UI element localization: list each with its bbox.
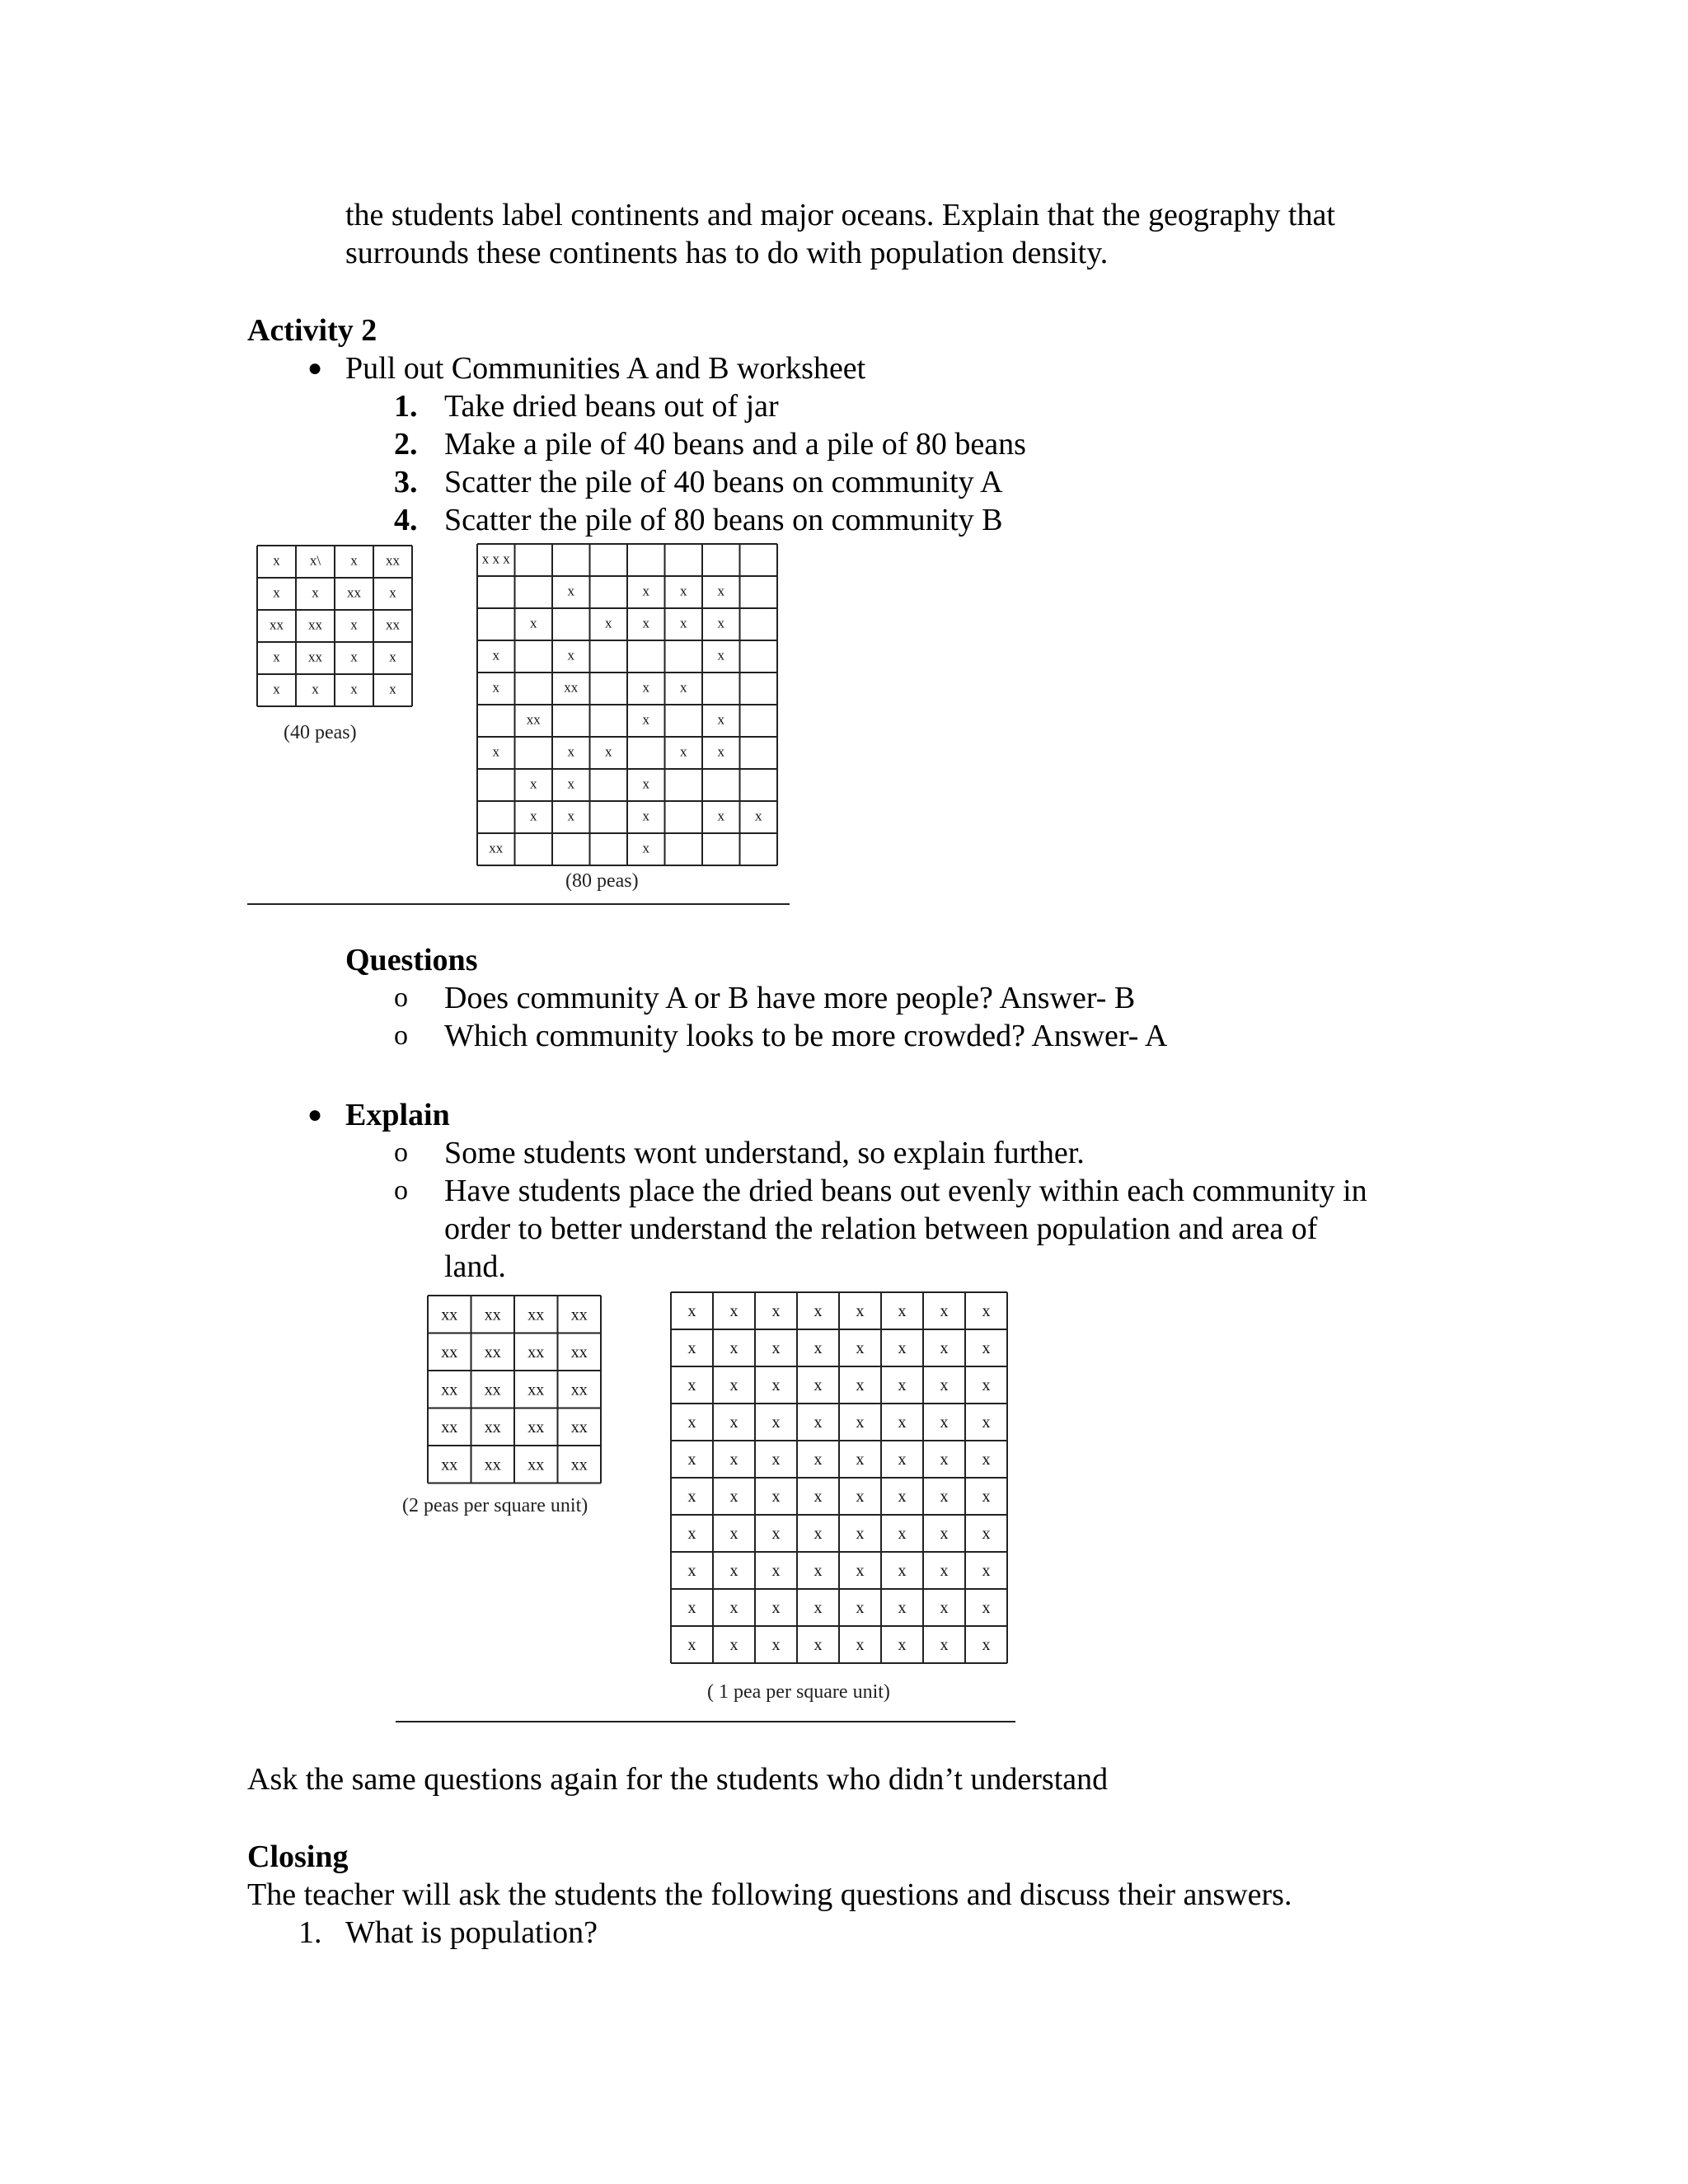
bean-mark: xx: [526, 711, 541, 728]
bean-mark: x: [856, 1451, 865, 1469]
bean-pair-mark: xx: [484, 1305, 501, 1324]
bean-mark: x: [729, 1525, 738, 1544]
bean-pair-mark: xx: [570, 1418, 588, 1436]
bean-mark: x: [642, 711, 649, 728]
step-number: 1.: [394, 389, 418, 424]
closing-intro: The teacher will ask the students the following questions and discuss their answers.: [247, 1877, 1292, 1912]
bean-mark: x: [982, 1525, 991, 1544]
bean-mark: x: [605, 743, 612, 760]
bean-mark: x: [680, 743, 687, 760]
step-text: Make a pile of 40 beans and a pile of 80 beans: [444, 427, 1026, 462]
bean-mark: x: [717, 743, 724, 760]
bean-pair-mark: xx: [528, 1380, 545, 1399]
bean-mark: x: [940, 1451, 949, 1469]
bean-mark: x: [642, 583, 649, 599]
bean-mark: x: [680, 583, 687, 599]
questions-heading: Questions: [345, 943, 478, 977]
bean-mark: xx: [386, 552, 400, 569]
bean-pair-mark: xx: [570, 1455, 588, 1474]
bean-mark: x: [312, 584, 319, 601]
bean-mark: x: [350, 681, 358, 697]
closing-heading: Closing: [247, 1840, 349, 1874]
bean-mark: x: [687, 1376, 696, 1395]
bean-mark: x: [771, 1525, 781, 1544]
bean-mark: x: [814, 1302, 823, 1321]
bean-mark: x: [982, 1302, 991, 1321]
bean-mark: x: [940, 1562, 949, 1581]
bean-mark: x: [814, 1451, 823, 1469]
bean-mark: x: [567, 583, 574, 599]
bean-mark: x: [856, 1562, 865, 1581]
bean-mark: x: [898, 1525, 907, 1544]
bean-pair-mark: xx: [441, 1380, 458, 1399]
bean-mark: x: [729, 1488, 738, 1507]
bean-mark: x: [729, 1376, 738, 1395]
bean-pair-mark: xx: [484, 1418, 501, 1436]
bean-mark: x: [771, 1599, 781, 1618]
bean-pair-mark: xx: [441, 1343, 458, 1361]
bean-mark: x: [389, 649, 396, 665]
bean-mark: x: [898, 1413, 907, 1432]
bean-mark: x: [273, 681, 280, 697]
bean-pair-mark: xx: [441, 1455, 458, 1474]
bean-mark: x: [729, 1599, 738, 1618]
bean-mark: xx: [270, 616, 284, 633]
bean-pair-mark: xx: [570, 1380, 588, 1399]
bean-mark: x: [567, 647, 574, 663]
bean-mark: x: [771, 1562, 781, 1581]
bean-mark: x: [982, 1636, 991, 1655]
community-b-scatter-grid: [477, 544, 781, 867]
bean-mark: x: [940, 1599, 949, 1618]
bean-mark: x: [940, 1525, 949, 1544]
bean-mark: x: [814, 1413, 823, 1432]
community-a-scatter-grid: [257, 546, 415, 709]
bean-mark: x: [567, 808, 574, 824]
divider-line: [396, 1721, 1015, 1722]
bean-mark: x: [642, 679, 649, 696]
bean-mark: x: [771, 1339, 781, 1358]
circle-bullet-icon: o: [394, 1175, 408, 1206]
bean-mark: x: [350, 649, 358, 665]
bean-mark: x: [687, 1562, 696, 1581]
bean-mark: x: [312, 681, 319, 697]
explain-item-continued: land.: [444, 1249, 506, 1284]
bean-mark: x: [273, 584, 280, 601]
bean-mark: x: [530, 615, 537, 631]
bean-mark: x: [567, 776, 574, 792]
bean-mark: x: [492, 679, 499, 696]
closing-item-text: What is population?: [345, 1915, 598, 1950]
bean-mark: x: [717, 615, 724, 631]
intro-line-2: surrounds these continents has to do with population density.: [345, 236, 1109, 270]
bean-mark: x: [642, 840, 649, 856]
bean-mark: x: [814, 1376, 823, 1395]
bean-mark: x: [856, 1488, 865, 1507]
bean-mark: x: [982, 1413, 991, 1432]
bean-mark: x: [814, 1599, 823, 1618]
explain-item: Have students place the dried beans out evenly within each community in: [444, 1174, 1367, 1208]
bean-mark: x: [771, 1302, 781, 1321]
bean-mark: x: [856, 1636, 865, 1655]
bean-mark: x: [814, 1339, 823, 1358]
bean-mark: x: [982, 1562, 991, 1581]
bean-mark: x: [982, 1451, 991, 1469]
ask-again-text: Ask the same questions again for the students who didn’t understand: [247, 1762, 1109, 1797]
bean-mark: x: [771, 1636, 781, 1655]
bean-mark: x: [771, 1413, 781, 1432]
bean-mark: x: [856, 1339, 865, 1358]
bean-mark: x: [687, 1488, 696, 1507]
bean-pair-mark: xx: [528, 1418, 545, 1436]
bean-mark: x: [642, 615, 649, 631]
bean-mark: x: [530, 808, 537, 824]
bean-mark: x: [605, 615, 612, 631]
explain-item-continued: order to better understand the relation between population and area of: [444, 1212, 1318, 1246]
bean-mark: x: [717, 583, 724, 599]
bean-mark: x: [898, 1488, 907, 1507]
bullet-icon: ●: [307, 354, 323, 382]
bean-pair-mark: xx: [570, 1343, 588, 1361]
bean-pair-mark: xx: [441, 1305, 458, 1324]
bean-mark: xx: [489, 840, 504, 856]
bean-mark: x: [771, 1488, 781, 1507]
bean-mark: x: [755, 808, 762, 824]
bean-mark: x: [856, 1413, 865, 1432]
bean-mark: x\: [309, 552, 321, 569]
step-text: Take dried beans out of jar: [444, 389, 779, 424]
community-b-even-grid: [671, 1292, 1009, 1665]
step-number: 4.: [394, 503, 418, 537]
bean-mark: x: [814, 1525, 823, 1544]
bean-mark: x: [530, 776, 537, 792]
bean-mark: x: [680, 679, 687, 696]
bean-mark: x: [898, 1599, 907, 1618]
community-a-even-caption: (2 peas per square unit): [402, 1495, 588, 1516]
bean-mark: xx: [564, 679, 579, 696]
bean-mark: x: [814, 1562, 823, 1581]
bean-mark: x: [350, 616, 358, 633]
circle-bullet-icon: o: [394, 982, 408, 1013]
bean-mark: x: [940, 1339, 949, 1358]
community-a-caption: (40 peas): [284, 722, 357, 743]
bean-mark: x: [687, 1636, 696, 1655]
bean-mark: x: [856, 1376, 865, 1395]
bean-mark: x: [856, 1302, 865, 1321]
bean-mark: x: [687, 1413, 696, 1432]
explain-heading: Explain: [345, 1098, 450, 1132]
bean-mark: x: [898, 1562, 907, 1581]
community-b-caption: (80 peas): [565, 870, 639, 892]
community-b-even-caption: ( 1 pea per square unit): [707, 1681, 890, 1703]
bean-mark: x: [940, 1636, 949, 1655]
bean-mark: x: [940, 1302, 949, 1321]
bean-mark: xx: [386, 616, 400, 633]
circle-bullet-icon: o: [394, 1020, 408, 1051]
bean-mark: x: [898, 1451, 907, 1469]
bean-mark: x: [687, 1451, 696, 1469]
bean-mark: x: [982, 1339, 991, 1358]
explain-item: Some students wont understand, so explain further.: [444, 1136, 1085, 1170]
step-text: Scatter the pile of 80 beans on community B: [444, 503, 1003, 537]
bean-mark: x: [642, 776, 649, 792]
step-number: 3.: [394, 465, 418, 499]
bean-mark: x: [717, 647, 724, 663]
bean-mark: x: [729, 1636, 738, 1655]
bean-mark: xx: [347, 584, 361, 601]
step-text: Scatter the pile of 40 beans on community A: [444, 465, 1003, 499]
bean-mark: x: [940, 1488, 949, 1507]
bean-mark: x: [350, 552, 358, 569]
bean-mark: x: [687, 1525, 696, 1544]
activity2-heading: Activity 2: [247, 313, 377, 348]
bean-pair-mark: xx: [570, 1305, 588, 1324]
bean-mark: x: [814, 1488, 823, 1507]
bean-mark: x: [273, 649, 280, 665]
bean-mark: x: [982, 1488, 991, 1507]
bean-mark: x x x: [481, 551, 510, 567]
bean-mark: x: [492, 647, 499, 663]
bean-pair-mark: xx: [484, 1380, 501, 1399]
activity2-bullet: Pull out Communities A and B worksheet: [345, 351, 866, 386]
bean-mark: x: [642, 808, 649, 824]
bean-mark: x: [940, 1413, 949, 1432]
bean-mark: x: [687, 1599, 696, 1618]
bean-mark: x: [982, 1599, 991, 1618]
bean-mark: x: [898, 1302, 907, 1321]
bean-mark: x: [273, 552, 280, 569]
bean-mark: x: [680, 615, 687, 631]
bean-mark: x: [729, 1339, 738, 1358]
bean-mark: x: [898, 1339, 907, 1358]
bean-mark: xx: [308, 616, 322, 633]
bean-mark: x: [389, 681, 396, 697]
bean-mark: x: [389, 584, 396, 601]
bean-pair-mark: xx: [528, 1455, 545, 1474]
bean-mark: x: [729, 1413, 738, 1432]
closing-item-number: 1.: [298, 1915, 322, 1950]
bean-mark: x: [771, 1451, 781, 1469]
community-a-even-grid: [428, 1296, 603, 1483]
bean-pair-mark: xx: [441, 1418, 458, 1436]
bean-mark: x: [898, 1636, 907, 1655]
bean-mark: x: [814, 1636, 823, 1655]
step-number: 2.: [394, 427, 418, 462]
bean-pair-mark: xx: [484, 1343, 501, 1361]
intro-line-1: the students label continents and major oceans. Explain that the geography that: [345, 198, 1335, 232]
bean-mark: x: [729, 1451, 738, 1469]
bean-mark: x: [492, 743, 499, 760]
bean-mark: x: [567, 743, 574, 760]
divider-line: [247, 903, 790, 905]
bean-mark: x: [729, 1302, 738, 1321]
bean-mark: x: [982, 1376, 991, 1395]
bullet-icon: ●: [307, 1101, 323, 1128]
question-item: Which community looks to be more crowded? Answer- A: [444, 1019, 1168, 1053]
bean-mark: x: [771, 1376, 781, 1395]
bean-mark: x: [856, 1525, 865, 1544]
bean-mark: x: [856, 1599, 865, 1618]
question-item: Does community A or B have more people? Answer- B: [444, 981, 1136, 1015]
circle-bullet-icon: o: [394, 1137, 408, 1168]
bean-mark: xx: [308, 649, 322, 665]
bean-mark: x: [717, 808, 724, 824]
bean-mark: x: [687, 1302, 696, 1321]
bean-pair-mark: xx: [484, 1455, 501, 1474]
bean-mark: x: [717, 711, 724, 728]
bean-pair-mark: xx: [528, 1305, 545, 1324]
bean-mark: x: [940, 1376, 949, 1395]
bean-pair-mark: xx: [528, 1343, 545, 1361]
bean-mark: x: [898, 1376, 907, 1395]
bean-mark: x: [687, 1339, 696, 1358]
bean-mark: x: [729, 1562, 738, 1581]
